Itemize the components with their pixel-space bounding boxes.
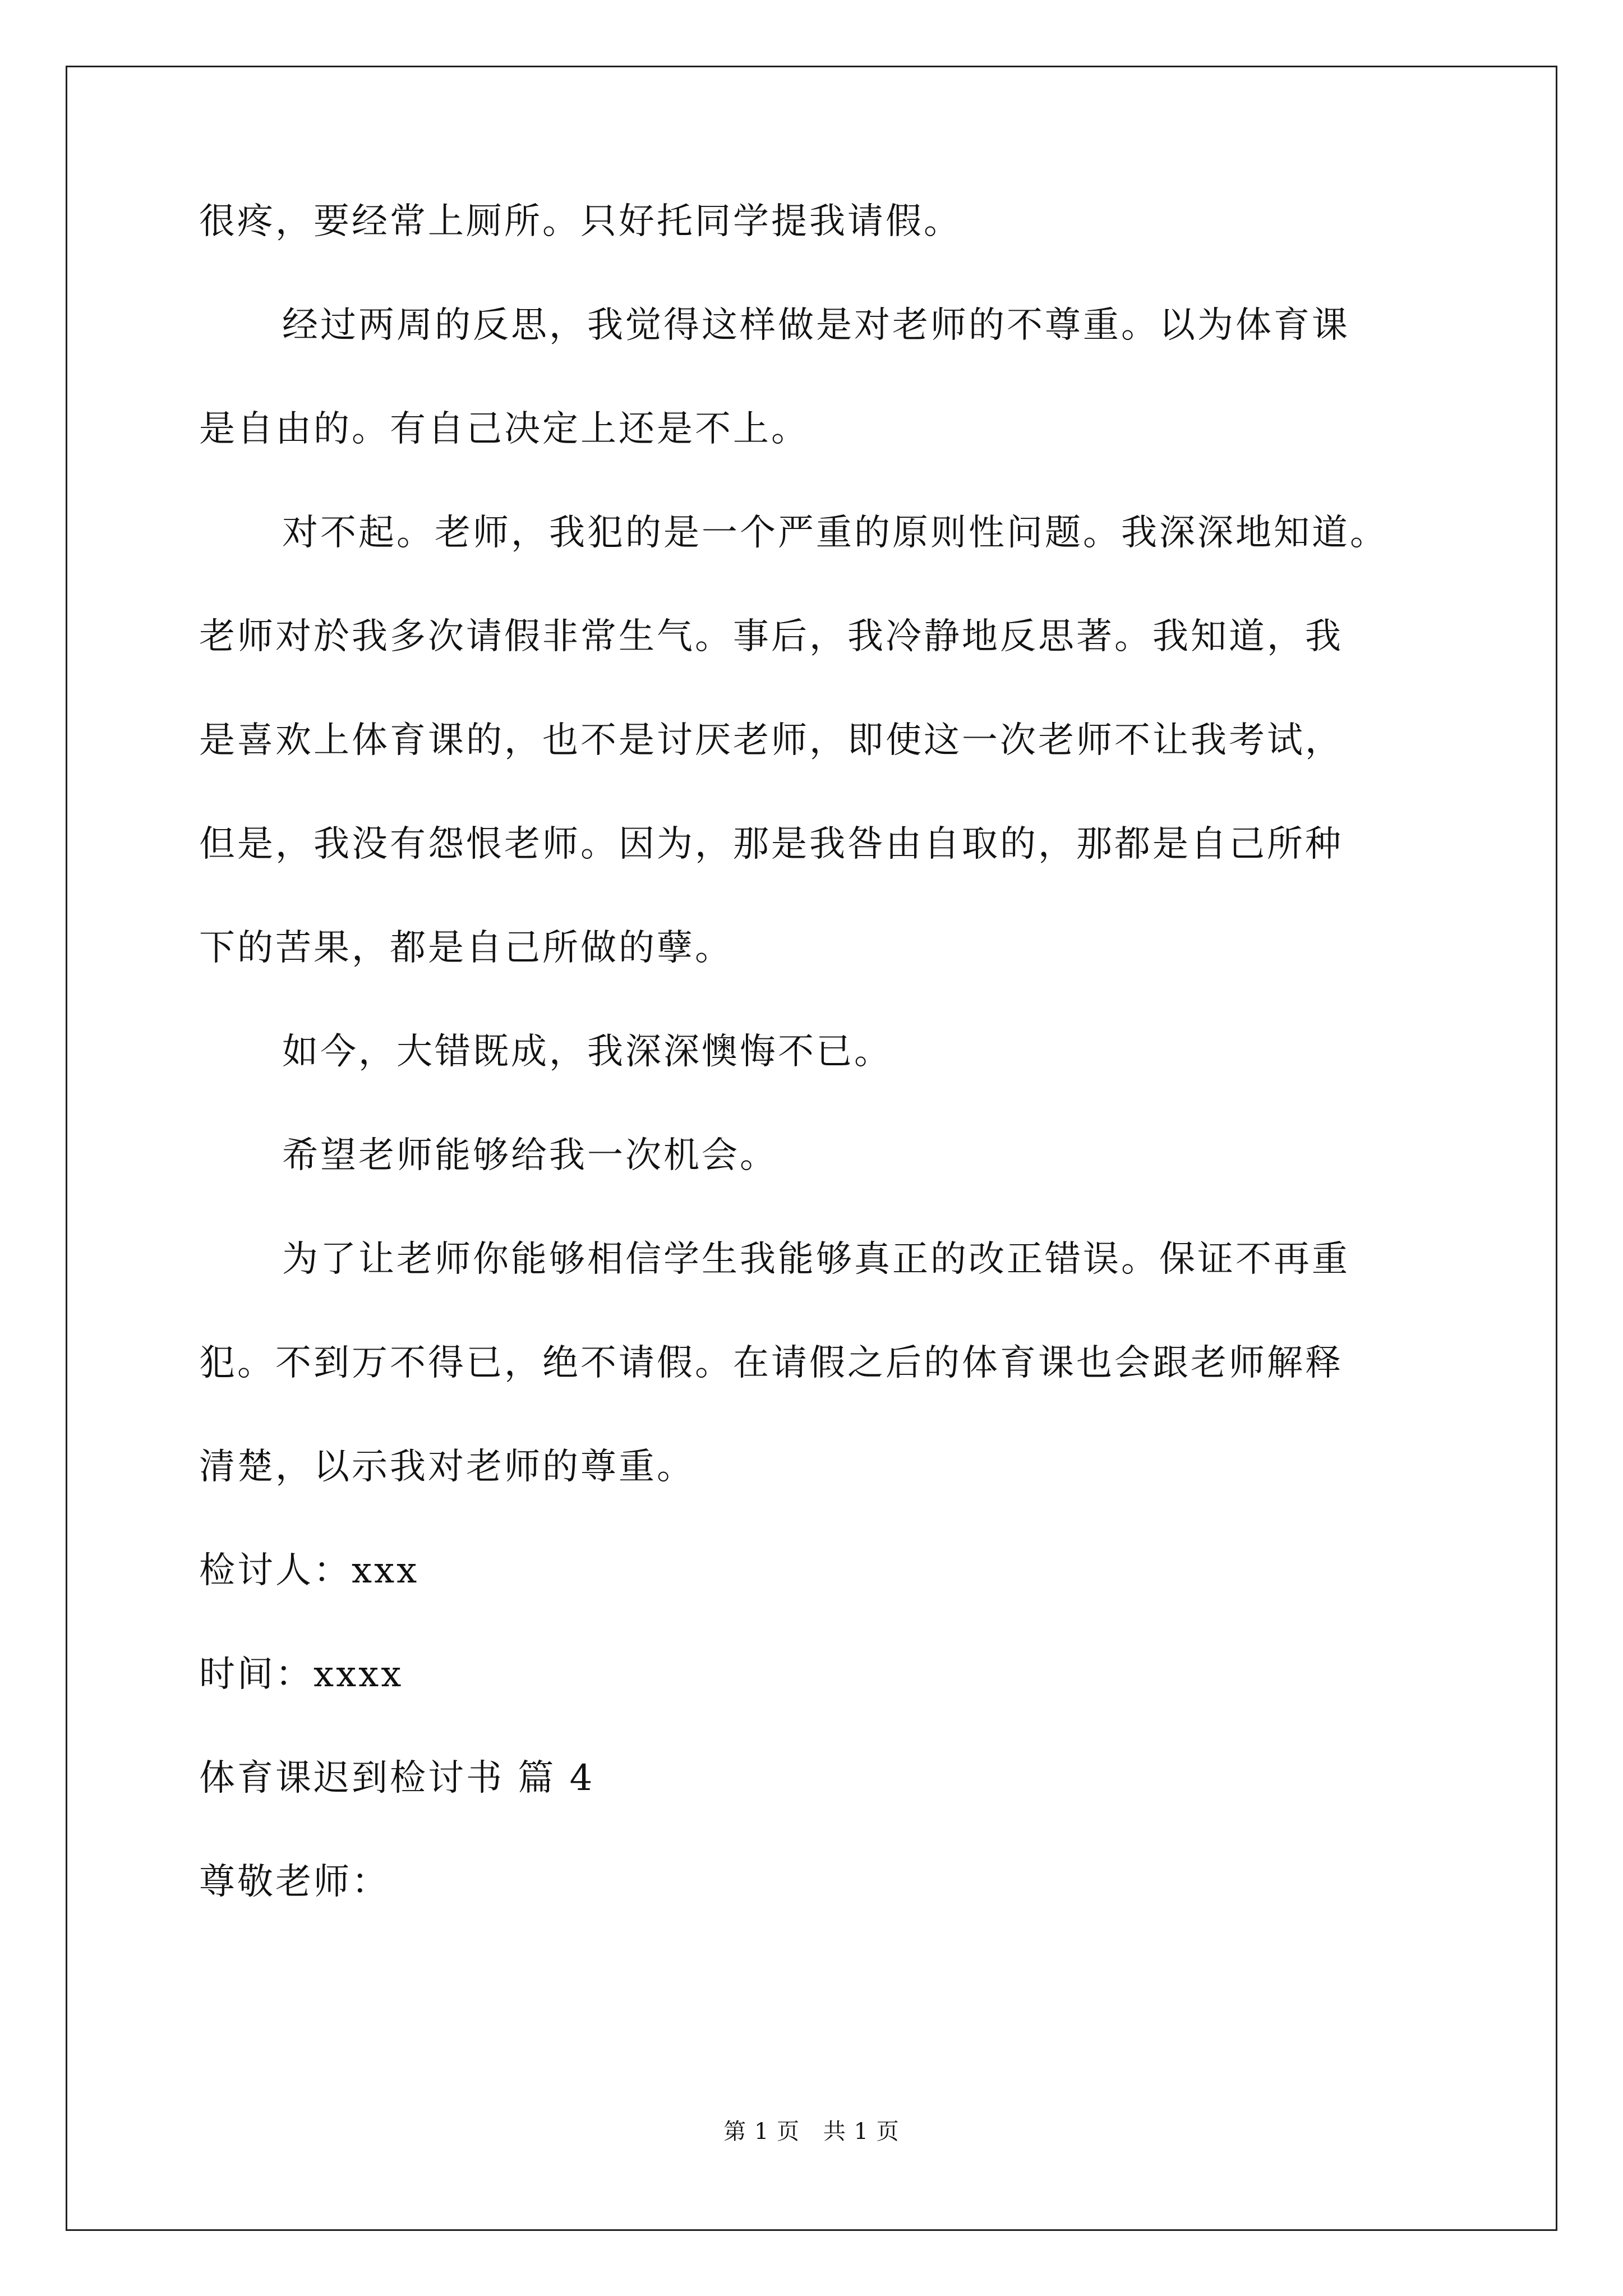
paragraph-line: 经过两周的反思，我觉得这样做是对老师的不尊重。以为体育课 bbox=[282, 305, 1350, 346]
paragraph-line: 很疼，要经常上厕所。只好托同学提我请假。 bbox=[199, 201, 962, 242]
date-line: 时间：xxxx bbox=[199, 1654, 404, 1695]
paragraph-line: 但是，我没有怨恨老师。因为，那是我咎由自取的，那都是自己所种 bbox=[199, 823, 1343, 865]
page-number: 第 1 页 bbox=[723, 2119, 800, 2145]
paragraph-line: 为了让老师你能够相信学生我能够真正的改正错误。保证不再重 bbox=[282, 1239, 1350, 1280]
paragraph-line: 清楚，以示我对老师的尊重。 bbox=[199, 1446, 695, 1488]
paragraph-line: 希望老师能够给我一次机会。 bbox=[282, 1135, 778, 1176]
paragraph-line: 对不起。老师，我犯的是一个严重的原则性问题。我深深地知道。 bbox=[282, 512, 1388, 554]
page-footer bbox=[0, 2118, 1623, 2146]
paragraph-line: 犯。不到万不得已，绝不请假。在请假之后的体育课也会跟老师解释 bbox=[199, 1342, 1343, 1384]
paragraph-line: 是自由的。有自己决定上还是不上。 bbox=[199, 408, 809, 450]
paragraph-line: 老师对於我多次请假非常生气。事后，我冷静地反思著。我知道，我 bbox=[199, 616, 1343, 657]
paragraph-line: 下的苦果，都是自己所做的孽。 bbox=[199, 927, 733, 969]
paragraph-line: 是喜欢上体育课的，也不是讨厌老师，即使这一次老师不让我考试， bbox=[199, 720, 1343, 761]
paragraph-line: 如今，大错既成，我深深懊悔不已。 bbox=[282, 1031, 892, 1073]
signature-line: 检讨人：xxx bbox=[199, 1550, 419, 1591]
page-total: 共 1 页 bbox=[823, 2119, 900, 2145]
section-heading: 体育课迟到检讨书 篇 4 bbox=[199, 1757, 595, 1799]
salutation-line: 尊敬老师： bbox=[199, 1861, 390, 1903]
